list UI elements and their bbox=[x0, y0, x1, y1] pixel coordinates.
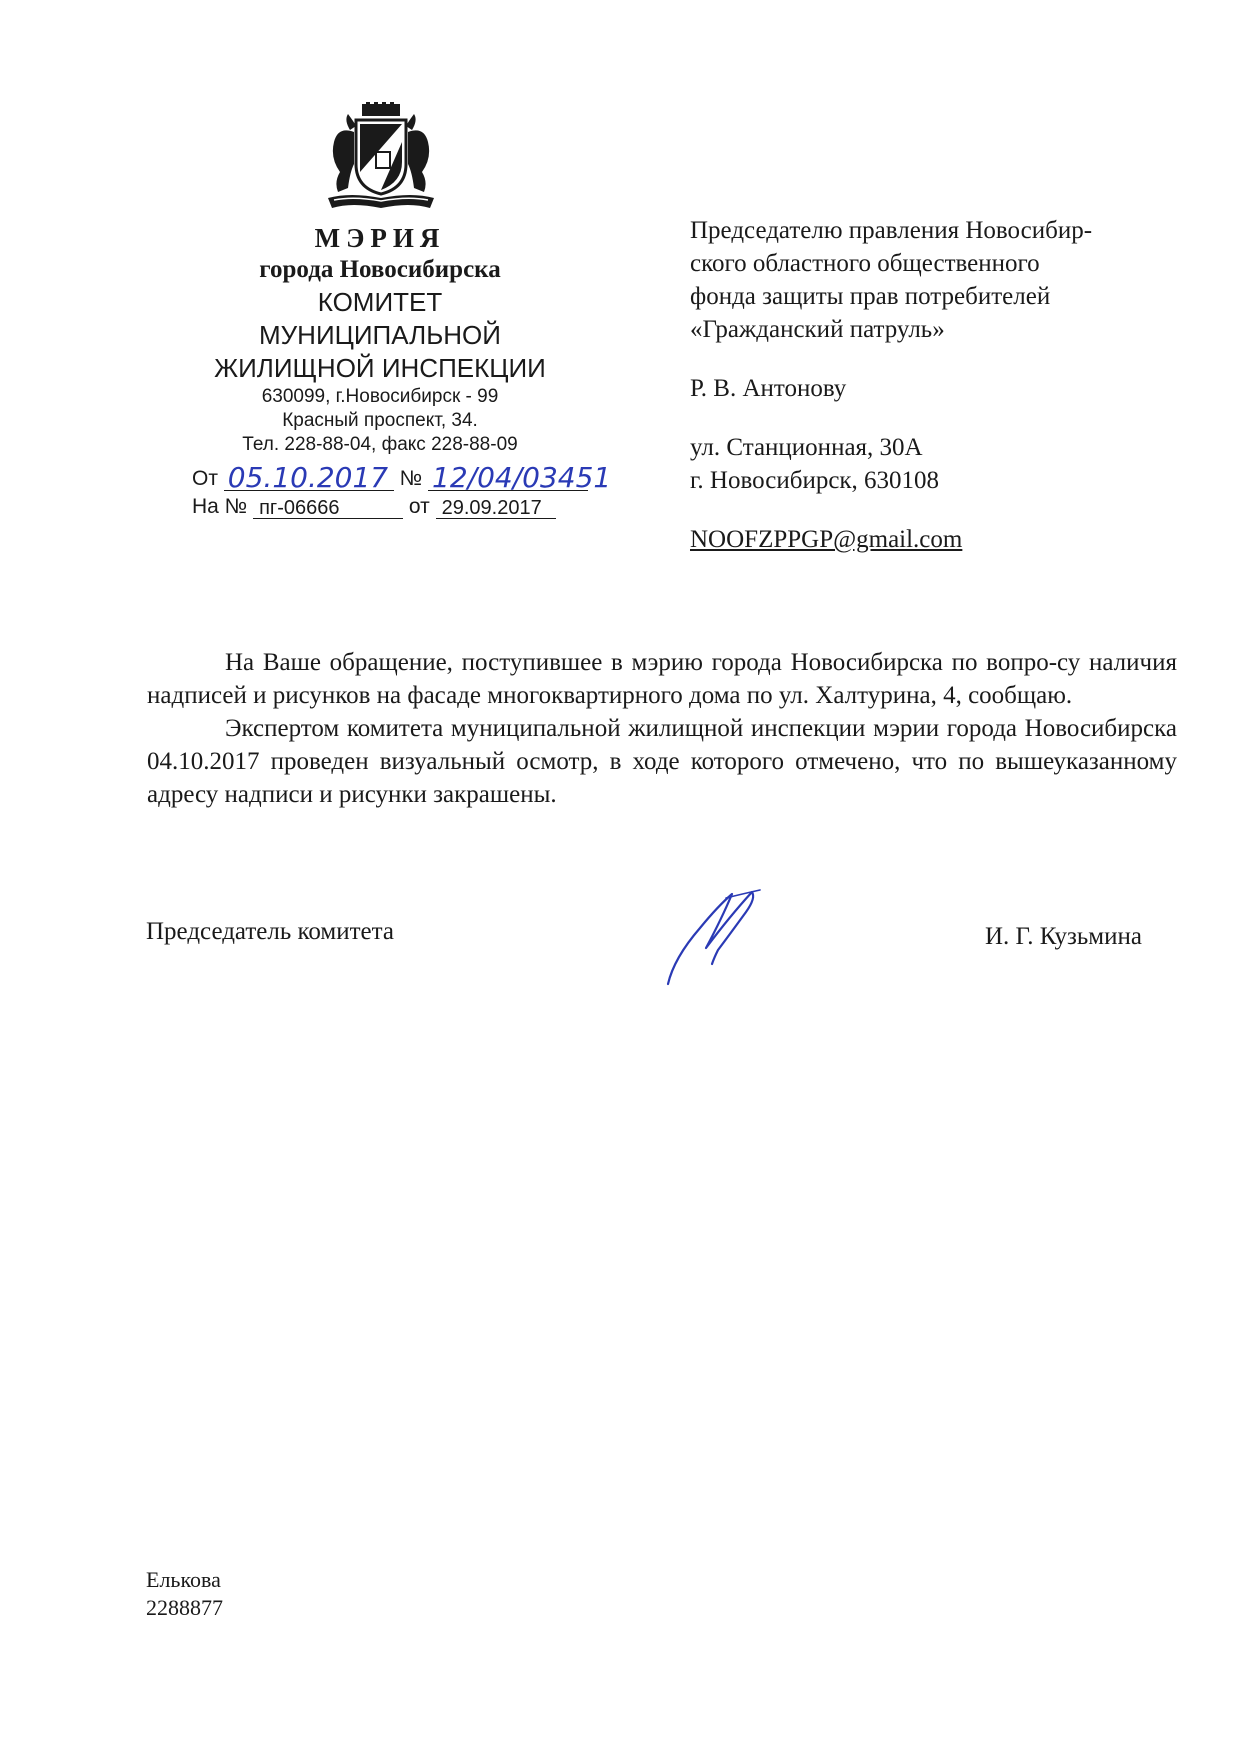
number-label: № bbox=[399, 467, 423, 490]
coat-of-arms-icon bbox=[320, 102, 442, 212]
recipient-line: фонда защиты прав потребителей bbox=[690, 283, 1051, 310]
number-handwritten: 12/04/03451 bbox=[432, 461, 612, 494]
from-label: От bbox=[192, 467, 218, 490]
reply-date: 29.09.2017 bbox=[441, 497, 542, 519]
from-date-handwritten: 05.10.2017 bbox=[227, 461, 389, 494]
number-field bbox=[428, 461, 612, 494]
recipient-email-link[interactable]: NOOFZPPGP@gmail.com bbox=[690, 526, 963, 553]
recipient-city: г. Новосибирск, 630108 bbox=[690, 467, 940, 494]
recipient-line: «Гражданский патруль» bbox=[690, 316, 945, 343]
reply-date-label: от bbox=[408, 495, 430, 518]
letterhead-municipal: МУНИЦИПАЛЬНОЙ bbox=[259, 320, 501, 350]
executor-name: Елькова bbox=[146, 1567, 221, 1592]
registration-from-line bbox=[192, 461, 612, 494]
executor-block bbox=[146, 1566, 223, 1622]
letterhead-mayoralty: МЭРИЯ bbox=[314, 223, 446, 253]
letterhead-committee: КОМИТЕТ bbox=[317, 287, 443, 317]
reply-date-field bbox=[436, 494, 556, 519]
body-paragraph: На Ваше обращение, поступившее в мэрию города Новосибирска по вопро-су наличия надписей и рисунков на фасаде многоквартирного дома по ул. Халтурина, 4, сообщаю. bbox=[147, 649, 1177, 709]
letterhead bbox=[180, 222, 580, 457]
signature-icon bbox=[660, 888, 790, 988]
recipient-street: ул. Станционная, 30А bbox=[690, 434, 923, 461]
signer-title: Председатель комитета bbox=[146, 918, 394, 945]
letterhead-phone: Тел. 228-88-04, факс 228-88-09 bbox=[242, 434, 518, 455]
body-paragraph: Экспертом комитета муниципальной жилищной инспекции мэрии города Новосибирска 04.10.2017 проведен визуальный осмотр, в ходе которого отмечено, что по вышеуказанному адресу надписи и рисунки закрашены. bbox=[147, 715, 1177, 808]
recipient-block bbox=[690, 214, 1160, 556]
executor-phone: 2288877 bbox=[146, 1595, 223, 1620]
reply-number-field bbox=[253, 494, 403, 519]
recipient-line: ского областного общественного bbox=[690, 250, 1040, 277]
from-date-field bbox=[224, 461, 394, 494]
letterhead-city: города Новосибирска bbox=[259, 256, 501, 283]
recipient-name: Р. В. Антонову bbox=[690, 375, 847, 402]
registration-reply-line bbox=[192, 494, 556, 519]
letterhead-inspection: ЖИЛИЩНОЙ ИНСПЕКЦИИ bbox=[214, 353, 546, 383]
signer-name: И. Г. Кузьмина bbox=[985, 923, 1142, 950]
reply-number: пг-06666 bbox=[259, 497, 340, 519]
letter-body bbox=[147, 646, 1177, 811]
letterhead-address-postal: 630099, г.Новосибирск - 99 bbox=[261, 386, 499, 407]
letterhead-address-street: Красный проспект, 34. bbox=[282, 410, 478, 431]
recipient-line: Председателю правления Новосибир- bbox=[690, 217, 1093, 244]
reply-label: На № bbox=[192, 495, 248, 518]
